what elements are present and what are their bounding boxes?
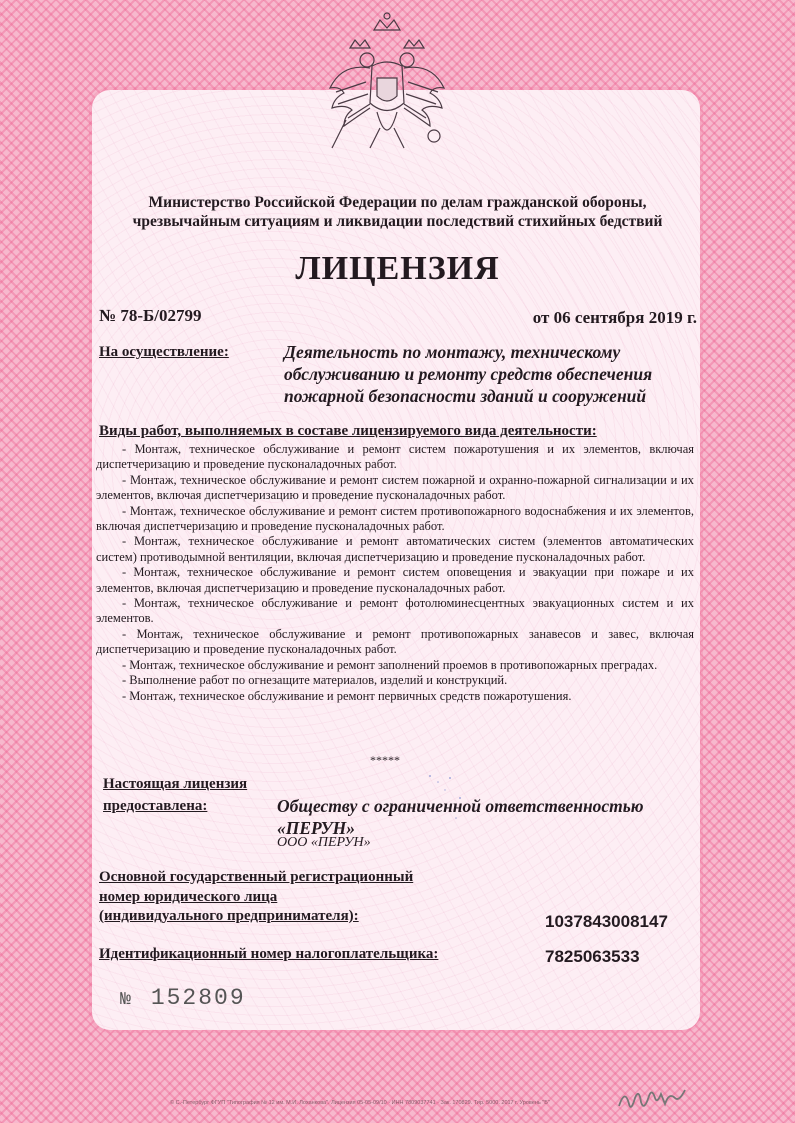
work-item: - Монтаж, техническое обслуживание и ремонт противопожарных занавесов и завес, включая диспетчеризацию и проведение пусконаладочных работ. bbox=[96, 626, 694, 657]
ogrn-label-line-1: Основной государственный регистрационный bbox=[99, 869, 414, 885]
work-item: - Монтаж, техническое обслуживание и ремонт фотолюминесцентных эвакуационных систем и их элементов. bbox=[96, 596, 694, 626]
coat-of-arms-icon bbox=[322, 8, 452, 168]
inn-label: Идентификационный номер налогоплательщика: bbox=[99, 946, 439, 962]
work-item: - Монтаж, техническое обслуживание и ремонт систем пожарной и охранно-пожарной сигнализации и их элементов, включая диспетчеризацию и проведение пусконаладочных работ. bbox=[96, 472, 694, 503]
granted-label bbox=[103, 773, 247, 817]
separator-stars: ***** bbox=[370, 753, 400, 767]
license-number: № 78-Б/02799 bbox=[99, 306, 202, 325]
company-short-name: ООО «ПЕРУН» bbox=[277, 835, 371, 850]
document-title: ЛИЦЕНЗИЯ bbox=[295, 250, 500, 287]
handwritten-signature-icon bbox=[615, 1084, 695, 1114]
company-full-name bbox=[277, 795, 677, 839]
works-heading: Виды работ, выполняемых в составе лицензируемого вида деятельности: bbox=[99, 423, 597, 439]
ogrn-label-line-2: номер юридического лица bbox=[99, 888, 278, 905]
company-name-text: Обществу с ограниченной ответственностью «ПЕРУН» bbox=[277, 796, 644, 838]
ogrn-label-line-3: (индивидуального предпринимателя): bbox=[99, 908, 359, 924]
serial-number: 152809 bbox=[150, 985, 246, 1011]
ministry-line-2: чрезвычайным ситуациям и ликвидации последствий стихийных бедствий bbox=[132, 213, 663, 230]
granted-label-line-2: предоставлена: bbox=[103, 798, 208, 814]
ogrn-value: 1037843008147 bbox=[545, 912, 668, 931]
work-item: - Монтаж, техническое обслуживание и ремонт систем противопожарного водоснабжения и их элементов, включая диспетчеризацию и проведение пусконаладочных работ. bbox=[96, 503, 694, 534]
activity-text: Деятельность по монтажу, техническому обслуживанию и ремонту средств обеспечения пожарной безопасности зданий и сооружений bbox=[284, 342, 653, 406]
printer-footer: © С.-Петербург ФГУП "Типография № 12 им. М.И. Лоханкова". Лицензия 05-05-09/10 · ИНН 7809037741 · Зак. 170829. Тир. 5000. 2017 г. Уровень "Б" bbox=[170, 1100, 550, 1106]
number-sign: № bbox=[120, 990, 133, 1010]
form-serial-number bbox=[120, 985, 246, 1011]
work-item: - Монтаж, техническое обслуживание и ремонт систем пожаротушения и их элементов, включая диспетчеризацию и проведение пусконаладочных работ. bbox=[96, 442, 694, 472]
granted-label-line-1: Настоящая лицензия bbox=[103, 776, 248, 792]
ogrn-label bbox=[99, 868, 413, 927]
inn-value: 7825063533 bbox=[545, 947, 640, 966]
work-item: - Монтаж, техническое обслуживание и ремонт первичных средств пожаротушения. bbox=[122, 688, 572, 703]
work-item: - Монтаж, техническое обслуживание и ремонт автоматических систем (элементов автоматических систем) противодымной вентиляции, включая диспетчеризацию и проведение пусконаладочных работ. bbox=[96, 534, 694, 564]
work-item: - Монтаж, техническое обслуживание и ремонт систем оповещения и эвакуации при пожаре и их элементов, включая диспетчеризацию и проведение пусконаладочных работ. bbox=[96, 565, 694, 595]
ministry-name bbox=[80, 193, 715, 231]
license-date: от 06 сентября 2019 г. bbox=[532, 308, 697, 327]
works-list bbox=[96, 442, 694, 704]
ministry-line-1: Министерство Российской Федерации по делам гражданской обороны, bbox=[148, 194, 647, 211]
work-item: - Выполнение работ по огнезащите материалов, изделий и конструкций. bbox=[122, 673, 508, 688]
work-item: - Монтаж, техническое обслуживание и ремонт заполнений проемов в противопожарных преградах. bbox=[122, 657, 658, 672]
activity-label: На осуществление: bbox=[99, 344, 229, 360]
